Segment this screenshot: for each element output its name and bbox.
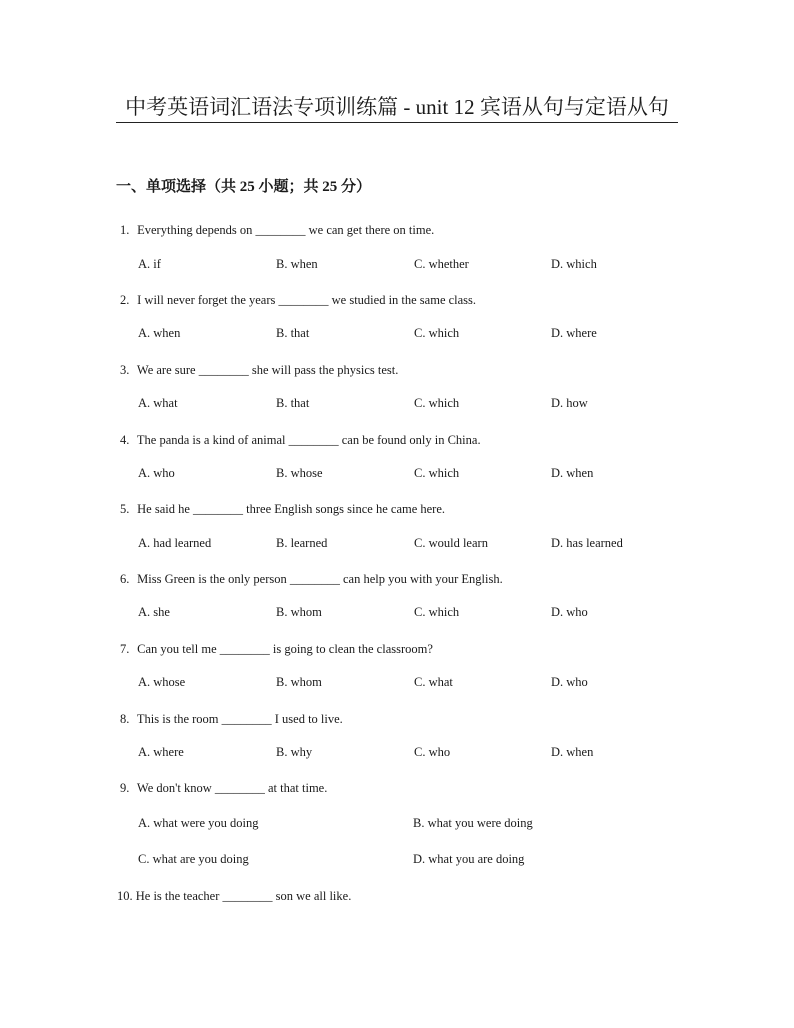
option-b[interactable]: B. whose — [276, 466, 323, 480]
option-d[interactable]: D. who — [551, 675, 588, 689]
question-text: Can you tell me ________ is going to clean the classroom? — [137, 642, 433, 656]
question-10 — [117, 887, 351, 905]
option-c[interactable]: C. who — [414, 745, 451, 759]
question-number: 9. — [120, 781, 130, 795]
option-d[interactable]: D. which — [551, 257, 597, 271]
option-c[interactable]: C. which — [414, 326, 460, 340]
option-d[interactable]: D. when — [551, 466, 594, 480]
question-9 — [120, 779, 327, 797]
option-b[interactable]: B. whom — [276, 675, 322, 689]
option-d[interactable]: D. how — [551, 396, 588, 410]
option-c[interactable]: C. which — [414, 396, 460, 410]
option-b[interactable]: B. why — [276, 745, 313, 759]
question-number: 7. — [120, 642, 130, 656]
question-number: 1. — [120, 223, 130, 237]
option-b[interactable]: B. learned — [276, 536, 328, 550]
option-a[interactable]: A. what — [138, 396, 178, 410]
option-d[interactable]: D. has learned — [551, 536, 623, 550]
option-b[interactable]: B. when — [276, 257, 318, 271]
question-number: 3. — [120, 363, 130, 377]
option-b[interactable]: B. what you were doing — [413, 816, 533, 830]
question-3 — [120, 361, 398, 379]
option-c[interactable]: C. which — [414, 605, 460, 619]
question-text: We don't know ________ at that time. — [136, 781, 328, 795]
question-number: 2. — [120, 293, 130, 307]
option-d[interactable]: D. where — [551, 326, 597, 340]
question-2 — [120, 291, 476, 309]
option-d[interactable]: D. when — [551, 745, 594, 759]
page-title: 中考英语词汇语法专项训练篇 - unit 12 宾语从句与定语从句 — [125, 95, 669, 119]
option-a[interactable]: A. where — [138, 745, 184, 759]
question-number: 8. — [120, 712, 130, 726]
option-a[interactable]: A. she — [138, 605, 170, 619]
question-7 — [120, 640, 433, 658]
question-5 — [120, 500, 445, 518]
option-d[interactable]: D. who — [551, 605, 588, 619]
option-a[interactable]: A. what were you doing — [138, 816, 259, 830]
question-text: Miss Green is the only person ________ can help you with your English. — [137, 572, 503, 586]
option-b[interactable]: B. that — [276, 396, 310, 410]
question-8 — [120, 710, 343, 728]
option-c[interactable]: C. whether — [414, 257, 469, 271]
question-number: 4. — [120, 433, 130, 447]
option-c[interactable]: C. which — [414, 466, 460, 480]
option-a[interactable]: A. when — [138, 326, 181, 340]
question-text: He is the teacher ________ son we all like. — [135, 889, 352, 903]
option-c[interactable]: C. would learn — [414, 536, 488, 550]
question-text: We are sure ________ she will pass the physics test. — [136, 363, 399, 377]
question-text: This is the room ________ I used to live. — [136, 712, 343, 726]
option-a[interactable]: A. whose — [138, 675, 186, 689]
option-c[interactable]: C. what — [414, 675, 453, 689]
question-4 — [120, 431, 481, 449]
question-number: 6. — [120, 572, 130, 586]
option-b[interactable]: B. whom — [276, 605, 322, 619]
option-c[interactable]: C. what are you doing — [138, 852, 249, 866]
section-heading: 一、单项选择（共 25 小题；共 25 分） — [116, 179, 372, 195]
option-a[interactable]: A. who — [138, 466, 175, 480]
question-text: Everything depends on ________ we can get there on time. — [137, 223, 435, 237]
question-text: He said he ________ three English songs since he came here. — [137, 502, 446, 516]
option-a[interactable]: A. had learned — [138, 536, 212, 550]
question-6 — [120, 570, 503, 588]
option-a[interactable]: A. if — [138, 257, 161, 271]
question-text: I will never forget the years ________ we studied in the same class. — [137, 293, 477, 307]
question-text: The panda is a kind of animal ________ can be found only in China. — [136, 433, 481, 447]
option-b[interactable]: B. that — [276, 326, 310, 340]
option-d[interactable]: D. what you are doing — [413, 852, 525, 866]
question-1 — [120, 221, 434, 239]
question-number: 5. — [120, 502, 130, 516]
question-number: 10. — [117, 889, 133, 903]
title-underline — [116, 122, 678, 123]
